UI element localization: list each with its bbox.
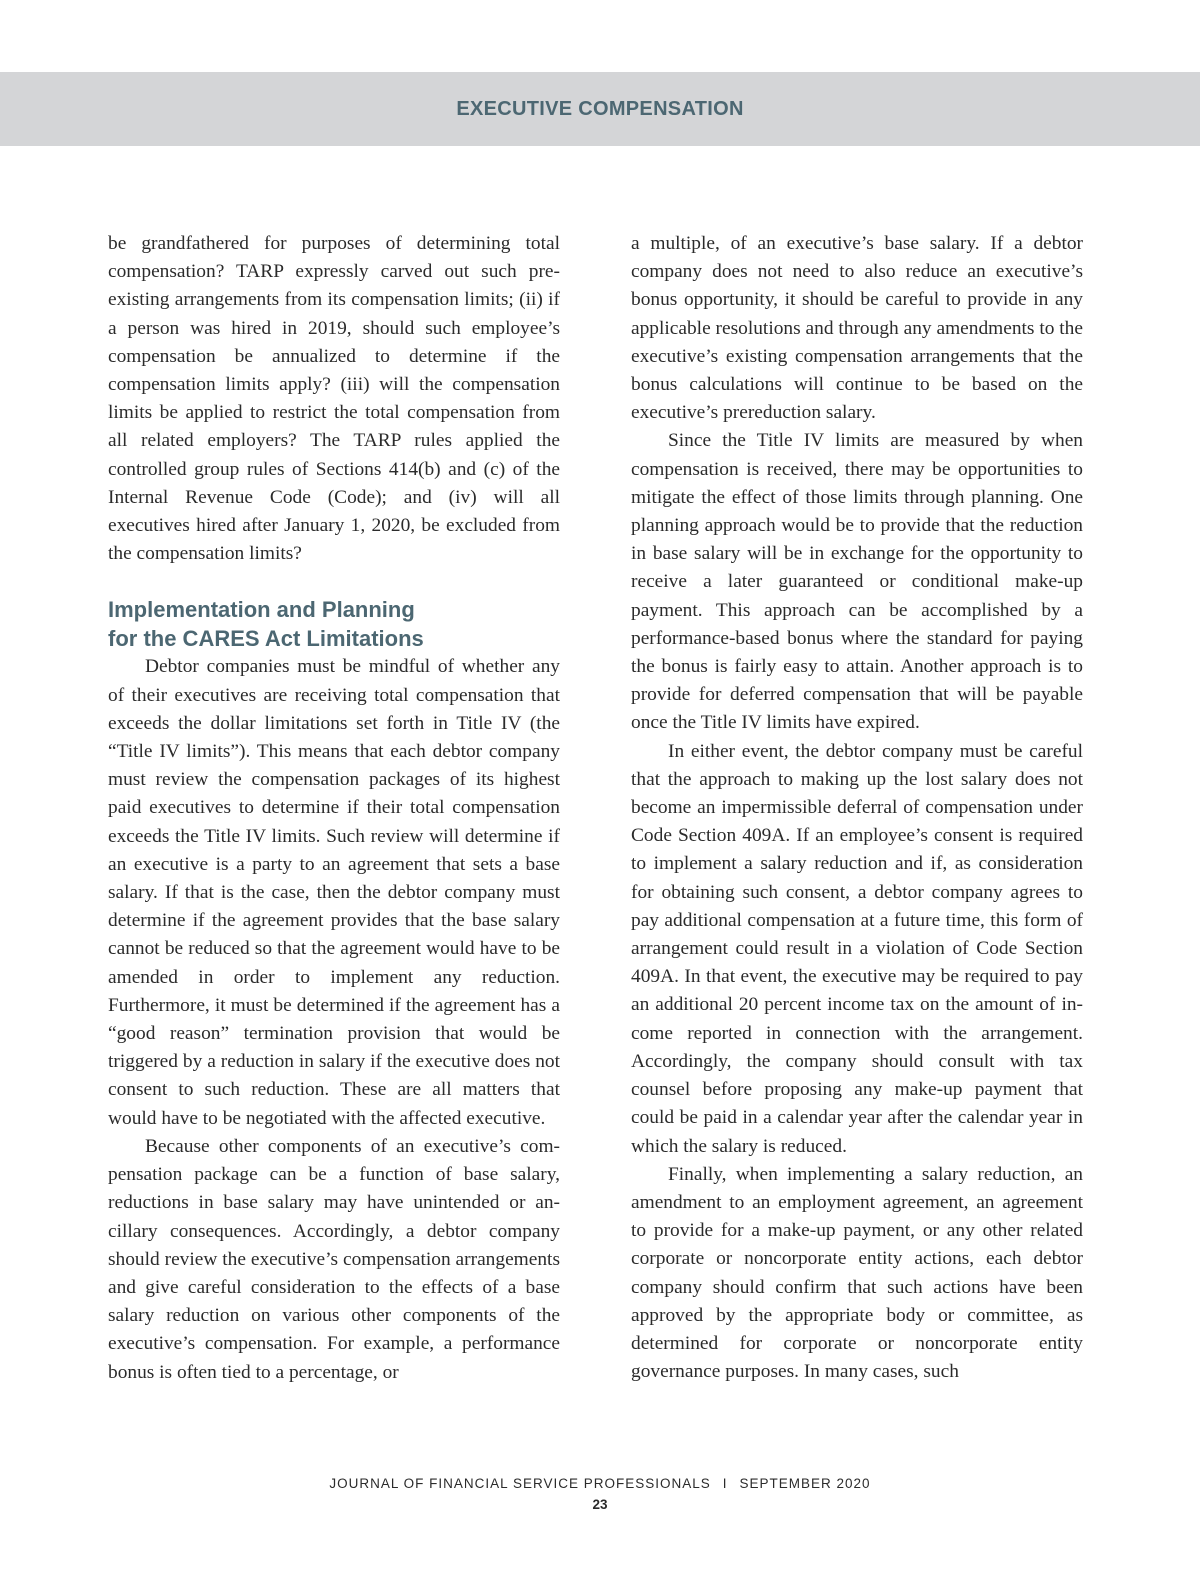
right-column <box>631 230 1083 1386</box>
left-paragraph-1: be grandfathered for purposes of determining total compensation? TARP expressly carved out such pre-existing arrangements from its compensation limits; (ii) if a person was hired in 2019, should such employee’s compensation be annualized to determine if the compensation limits apply? (iii) will the compensation limits be applied to restrict the total compensation from all related employers? The TARP rules applied the controlled group rules of Sections 414(b) and (c) of the Internal Revenue Code (Code); and (iv) will all executives hired after January 1, 2020, be excluded from the compensation limits? <box>108 233 560 565</box>
footer-separator: I <box>722 1476 728 1491</box>
page-footer <box>0 1474 1200 1516</box>
issue-date: SEPTEMBER 2020 <box>739 1476 871 1491</box>
right-paragraph-2: Since the Title IV limits are measured by when compensation is received, there may be opportunities to mitigate the effect of those limits through planning. One planning approach would be to provide that the reduction in base salary will be in exchange for the opportunity to receive a later guaranteed or conditional make-up payment. This approach can be accomplished by a performance-based bonus where the standard for paying the bonus is fairly easy to attain. Another approach is to provide for deferred compensation that will be payable once the Title IV limits have expired. <box>631 430 1083 734</box>
subheading <box>108 595 560 653</box>
page-number: 23 <box>592 1497 608 1512</box>
left-column <box>108 230 560 1387</box>
section-header-band <box>0 72 1200 146</box>
footer-line <box>0 1474 1200 1494</box>
subheading-line-2: for the CARES Act Limitations <box>108 626 424 652</box>
right-paragraph-1: a multiple, of an executive’s base salary. If a debtor company does not need to also reduce an executive’s bonus opportunity, it should be careful to provide in any applicable resolutions and through any amendments to the executive’s existing compensation arrangements that the bonus calculations will continue to be based on the executive’s prereduction salary. <box>631 233 1083 424</box>
right-paragraph-4: Finally, when implementing a salary reduction, an amendment to an employment agreement, an agreement to provide for a make-up payment, or any other related corporate or noncorporate entity actions, each debtor company should confirm that such actions have been approved by the appropriate body or committee, as determined for corporate or noncorporate entity governance purposes. In many cases, such <box>631 1163 1083 1383</box>
left-paragraph-3: Because other components of an executive’s compensation package can be a function of base salary, reductions in base salary may have unintended or ancillary consequences. Accordingly, a debtor company should review the executive’s compensation arrangements and give careful consideration to the effects of a base salary reduction on various other components of the executive’s compensation. For example, a performance bonus is often tied to a percentage, or <box>108 1135 560 1383</box>
journal-name: JOURNAL OF FINANCIAL SERVICE PROFESSIONALS <box>329 1476 711 1491</box>
section-title: EXECUTIVE COMPENSATION <box>456 98 744 120</box>
left-paragraph-2: Debtor companies must be mindful of whether any of their executives are receiving total compensation that exceeds the dollar limitations set forth in Title IV (the “Title IV limits”). This means that each debtor company must review the compensation packages of its highest paid executives to determine if their total compensation exceeds the Title IV limits. Such review will determine if an executive is a party to an agreement that sets a base salary. If that is the case, then the debtor company must determine if the agreement provides that the base salary cannot be reduced so that the agreement would have to be amended in order to implement any reduction. Furthermore, it must be determined if the agreement has a “good reason” termination provision that would be triggered by a reduction in salary if the executive does not consent to such reduction. These are all matters that would have to be negotiated with the affected executive. <box>108 656 560 1129</box>
subheading-line-1: Implementation and Planning <box>108 597 415 623</box>
right-paragraph-3: In either event, the debtor company must be careful that the approach to making up the lost salary does not become an impermissible deferral of compensation under Code Section 409A. If an employee’s consent is required to implement a salary reduction and if, as consideration for obtaining such consent, a debtor company agrees to pay additional compensation at a future time, this form of arrangement could result in a violation of Code Section 409A. In that event, the executive may be required to pay an additional 20 percent income tax on the amount of income reported in connection with the arrangement. Accordingly, the company should consult with tax counsel before proposing any make-up payment that could be paid in a calendar year after the calendar year in which the salary is reduced. <box>631 740 1083 1157</box>
